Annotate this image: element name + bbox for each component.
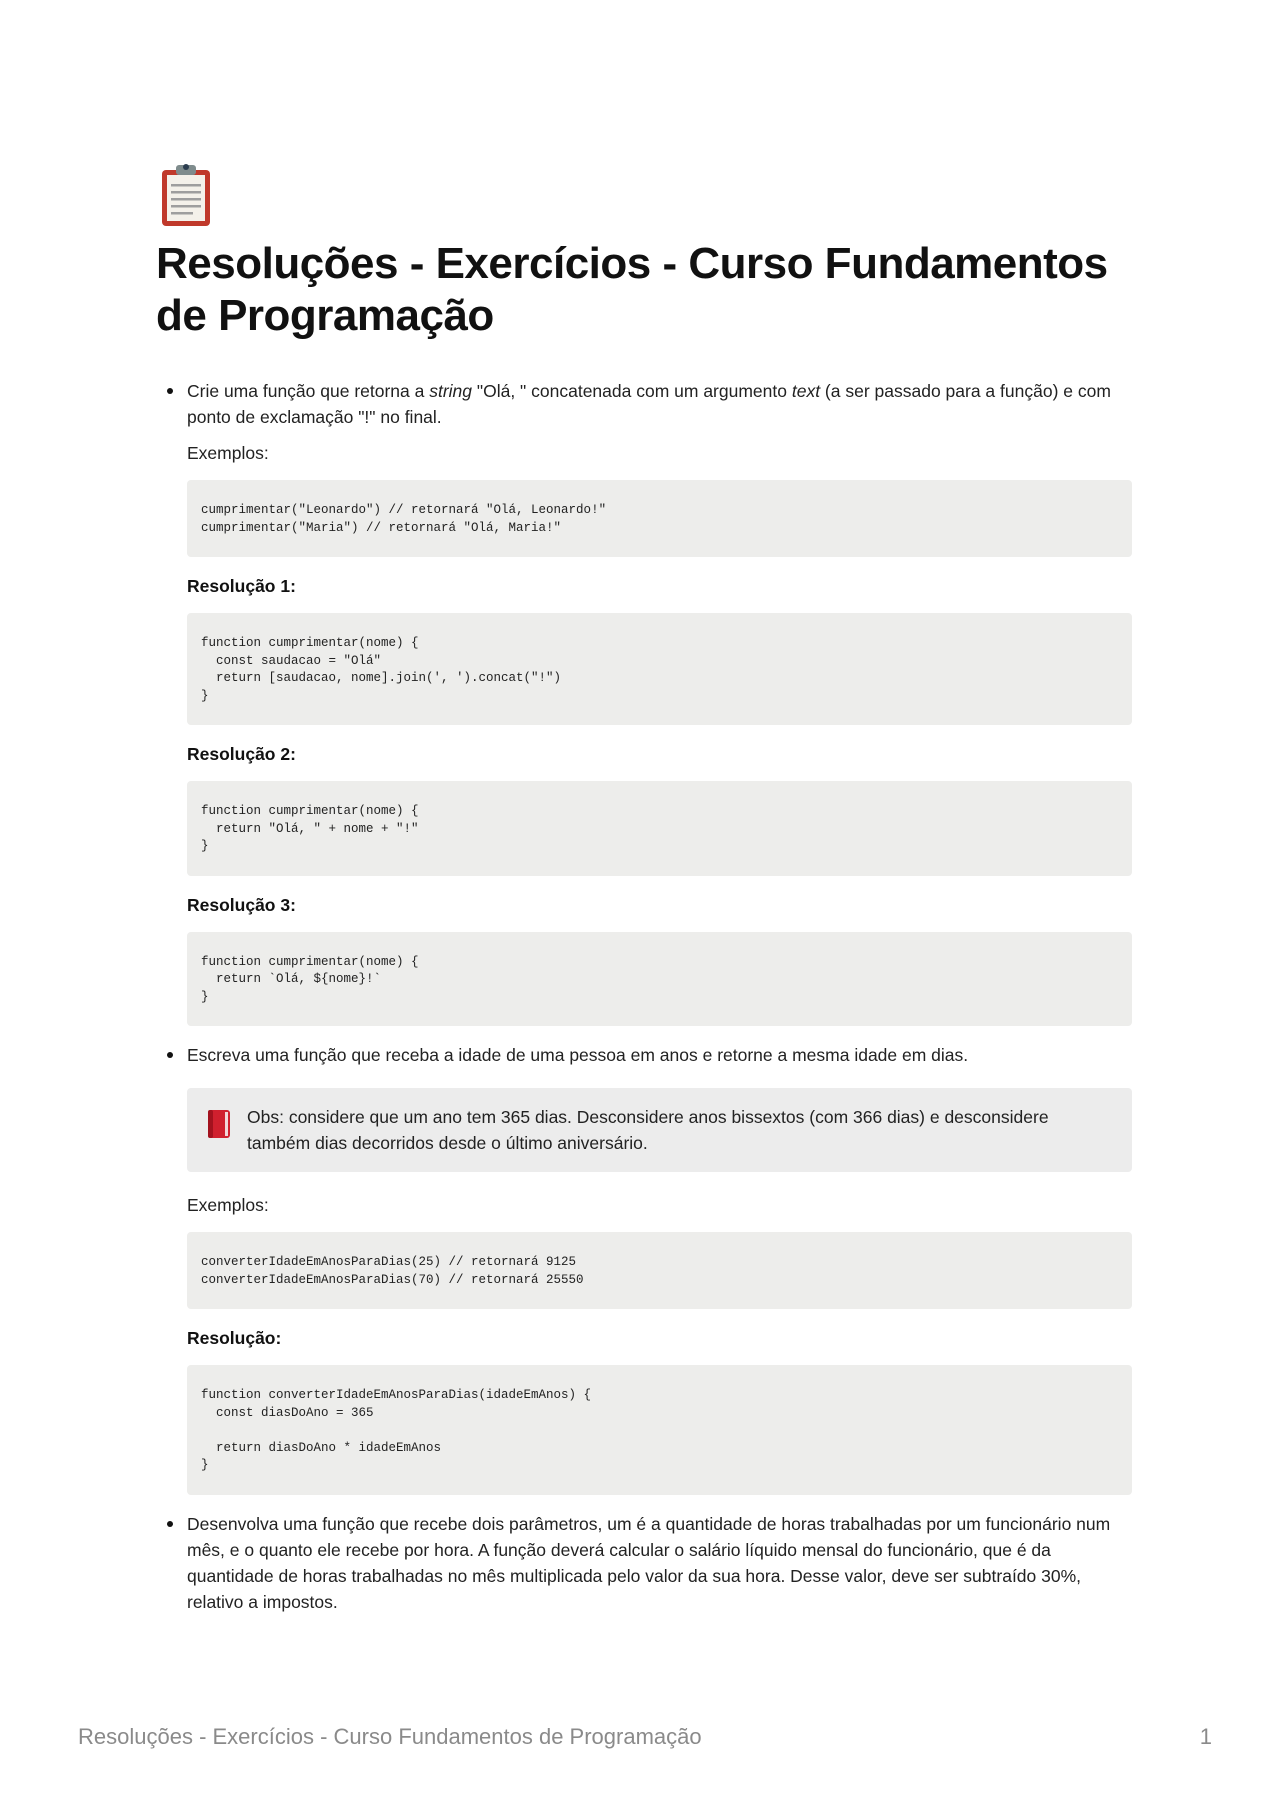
page-number: 1: [1199, 1724, 1212, 1749]
code-block: function cumprimentar(nome) { return `Olá, ${nome}!` }: [187, 932, 1132, 1027]
code-block: function cumprimentar(nome) { return "Olá, " + nome + "!" }: [187, 781, 1132, 876]
code-block: function converterIdadeEmAnosParaDias(idadeEmAnos) { const diasDoAno = 365 return diasDoAno * idadeEmAnos }: [187, 1365, 1132, 1495]
document-page: [156, 162, 1132, 1615]
callout-text: Obs: considere que um ano tem 365 dias. Desconsidere anos bissextos (com 366 dias) e desconsidere também dias decorridos desde o último aniversário.: [247, 1107, 1049, 1153]
examples-label: Exemplos:: [187, 1195, 269, 1215]
code-block: cumprimentar("Leonardo") // retornará "Olá, Leonardo!" cumprimentar("Maria") // retornará "Olá, Maria!": [187, 480, 1132, 557]
footer-title: Resoluções - Exercícios - Curso Fundamentos de Programação: [78, 1724, 702, 1749]
resolution-heading: Resolução:: [187, 1328, 282, 1348]
clipboard-icon: [156, 162, 216, 228]
resolution-heading: Resolução 3:: [187, 894, 296, 915]
exercise-1-text: Crie uma função que retorna a string "Olá, " concatenada com um argumento text (a ser passado para a função) e com ponto de exclamação "!" no final.: [187, 381, 1111, 427]
list-item: [156, 1042, 1132, 1495]
page-footer: [78, 1724, 1212, 1750]
page-title: Resoluções - Exercícios - Curso Fundamentos de Programação: [156, 239, 1108, 340]
red-book-icon: [205, 1108, 233, 1140]
exercise-3-text: Desenvolva uma função que recebe dois parâmetros, um é a quantidade de horas trabalhadas por um funcionário num mês, e o quanto ele recebe por hora. A função deverá calcular o salário líquido mensal do funcionário, que é da quantidade de horas trabalhadas no mês multiplicada pelo valor da sua hora. Desse valor, deve ser subtraído 30%, relativo a impostos.: [187, 1513, 1111, 1612]
list-item: [156, 378, 1132, 1026]
exercise-2-text: Escreva uma função que receba a idade de uma pessoa em anos e retorne a mesma idade em dias.: [187, 1045, 969, 1065]
resolution-heading: Resolução 2:: [187, 744, 296, 764]
resolution-heading: Resolução 1:: [187, 576, 296, 596]
code-block: converterIdadeEmAnosParaDias(25) // retornará 9125 converterIdadeEmAnosParaDias(70) // retornará 25550: [187, 1232, 1132, 1309]
examples-label: Exemplos:: [187, 443, 269, 463]
code-block: function cumprimentar(nome) { const saudacao = "Olá" return [saudacao, nome].join(', ').concat("!") }: [187, 613, 1132, 725]
exercise-list: [156, 378, 1132, 1615]
callout-note: [187, 1088, 1132, 1172]
list-item: [156, 1511, 1132, 1615]
